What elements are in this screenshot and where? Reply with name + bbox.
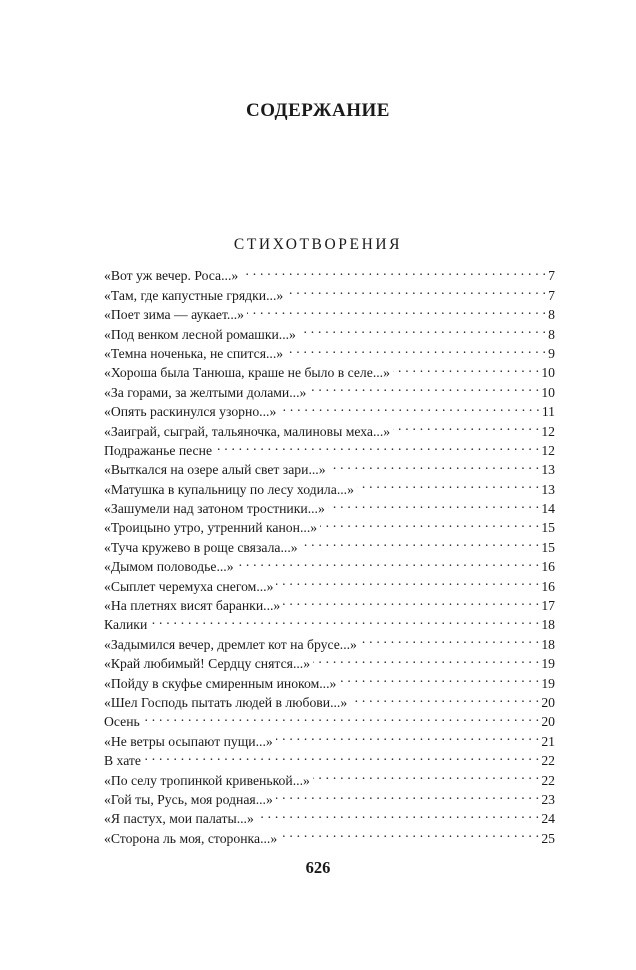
toc-entry [104, 610, 555, 633]
toc-entry-title: Осень [104, 714, 140, 730]
toc-entry-page: 7 [548, 287, 555, 303]
toc-entry-page: 15 [541, 520, 555, 536]
toc-entry-title: «Хороша была Танюша, краше не было в селе...» [104, 365, 390, 381]
toc-entry-page: 14 [541, 501, 555, 517]
toc-entry-title: «Сторона ль моя, сторонка...» [104, 830, 278, 846]
dot-leader [286, 339, 546, 358]
dot-leader [237, 552, 540, 571]
toc-entry-page: 9 [548, 345, 555, 361]
dot-leader [313, 765, 539, 784]
dot-leader [360, 629, 539, 648]
toc-entry-page: 8 [548, 307, 555, 323]
dot-leader [276, 785, 540, 804]
toc-entry [104, 746, 555, 769]
dot-leader [393, 358, 539, 377]
dot-leader [328, 494, 540, 513]
toc-entry-page: 12 [541, 423, 555, 439]
toc-entry-page: 8 [548, 326, 555, 342]
dot-leader [276, 571, 539, 590]
toc-entry-page: 10 [541, 365, 555, 381]
toc-entry-title: «Темна ноченька, не спится...» [104, 345, 284, 361]
dot-leader [286, 280, 546, 299]
toc-entry-page: 10 [541, 384, 555, 400]
toc-entry [104, 707, 555, 730]
dot-leader [301, 532, 540, 551]
toc-list [104, 261, 555, 846]
dot-leader [150, 610, 539, 629]
toc-entry [104, 261, 555, 284]
toc-entry-page: 16 [541, 559, 555, 575]
toc-entry-page: 11 [541, 404, 555, 420]
dot-leader [309, 377, 539, 396]
toc-entry-page: 20 [541, 714, 555, 730]
toc-entry-title: «По селу тропинкой кривенькой...» [104, 772, 310, 788]
dot-leader [299, 319, 546, 338]
dot-leader [283, 591, 539, 610]
toc-entry-title: «Поет зима — аукает...» [104, 307, 245, 323]
dot-leader [276, 726, 540, 745]
toc-entry-page: 18 [541, 636, 555, 652]
dot-leader [393, 416, 539, 435]
toc-entry-title: Подражанье песне [104, 442, 213, 458]
dot-leader [257, 804, 539, 823]
section-heading: СТИХОТВОРЕНИЯ [233, 236, 403, 253]
toc-entry-title: «Зашумели над затоном тростники...» [104, 501, 325, 517]
toc-entry-title: «Под венком лесной ромашки...» [104, 326, 296, 342]
toc-entry-title: «Матушка в купальницу по лесу ходила...» [104, 481, 354, 497]
toc-entry [104, 629, 555, 652]
toc-entry-page: 16 [541, 578, 555, 594]
toc-entry-page: 7 [548, 268, 555, 284]
toc-entry-page: 19 [541, 675, 555, 691]
dot-leader [357, 474, 539, 493]
toc-entry-title: «Сыплет черемуха снегом...» [104, 578, 274, 594]
toc-entry-title: «Гой ты, Русь, моя родная...» [104, 791, 273, 807]
toc-entry-title: «Там, где капустные грядки...» [104, 287, 284, 303]
toc-entry-page: 13 [541, 462, 555, 478]
toc-entry-title: «Туча кружево в роще связала...» [104, 539, 298, 555]
toc-entry-title: «Я пастух, мои палаты...» [104, 811, 254, 827]
toc-entry-page: 13 [541, 481, 555, 497]
toc-entry-title: «Троицыно утро, утренний канон...» [104, 520, 318, 536]
toc-entry-page: 15 [541, 539, 555, 555]
dot-leader [329, 455, 540, 474]
toc-entry [104, 726, 555, 749]
toc-entry-title: «Пойду в скуфье смиренным иноком...» [104, 675, 337, 691]
dot-leader [280, 823, 539, 842]
dot-leader [350, 688, 539, 707]
toc-entry-title: «Заиграй, сыграй, тальяночка, малиновы меха...» [104, 423, 391, 439]
dot-leader [279, 397, 540, 416]
toc-entry-page: 20 [541, 694, 555, 710]
dot-leader [144, 746, 539, 765]
toc-entry-page: 21 [541, 733, 555, 749]
toc-entry-title: «За горами, за желтыми долами...» [104, 384, 307, 400]
toc-entry-title: В хате [104, 753, 141, 769]
dot-leader [143, 707, 540, 726]
toc-entry-page: 19 [541, 656, 555, 672]
toc-entry [104, 765, 555, 788]
dot-leader [241, 261, 546, 280]
toc-entry-page: 25 [541, 830, 555, 846]
toc-entry-title: Калики [104, 617, 148, 633]
toc-entry-page: 23 [541, 791, 555, 807]
page-title: СОДЕРЖАНИЕ [246, 100, 390, 121]
toc-entry-title: «На плетнях висят баранки...» [104, 598, 281, 614]
toc-entry-title: «Опять раскинулся узорно...» [104, 404, 277, 420]
dot-leader [215, 436, 539, 455]
toc-entry-page: 12 [541, 442, 555, 458]
dot-leader [339, 668, 539, 687]
toc-entry-page: 18 [541, 617, 555, 633]
dot-leader [313, 649, 539, 668]
toc-entry-title: «Край любимый! Сердцу снятся...» [104, 656, 311, 672]
page-number: 626 [305, 858, 331, 877]
dot-leader [247, 300, 546, 319]
toc-entry-title: «Не ветры осыпают пущи...» [104, 733, 273, 749]
toc-entry-page: 22 [541, 772, 555, 788]
toc-entry-page: 22 [541, 753, 555, 769]
toc-entry-title: «Задымился вечер, дремлет кот на брусе...» [104, 636, 357, 652]
toc-entry-page: 24 [541, 811, 555, 827]
toc-entry-title: «Выткался на озере алый свет зари...» [104, 462, 326, 478]
dot-leader [320, 513, 539, 532]
toc-entry-title: «Вот уж вечер. Роса...» [104, 268, 239, 284]
toc-entry-page: 17 [541, 598, 555, 614]
toc-entry-title: «Шел Господь пытать людей в любови...» [104, 694, 348, 710]
toc-entry-title: «Дымом половодье...» [104, 559, 234, 575]
